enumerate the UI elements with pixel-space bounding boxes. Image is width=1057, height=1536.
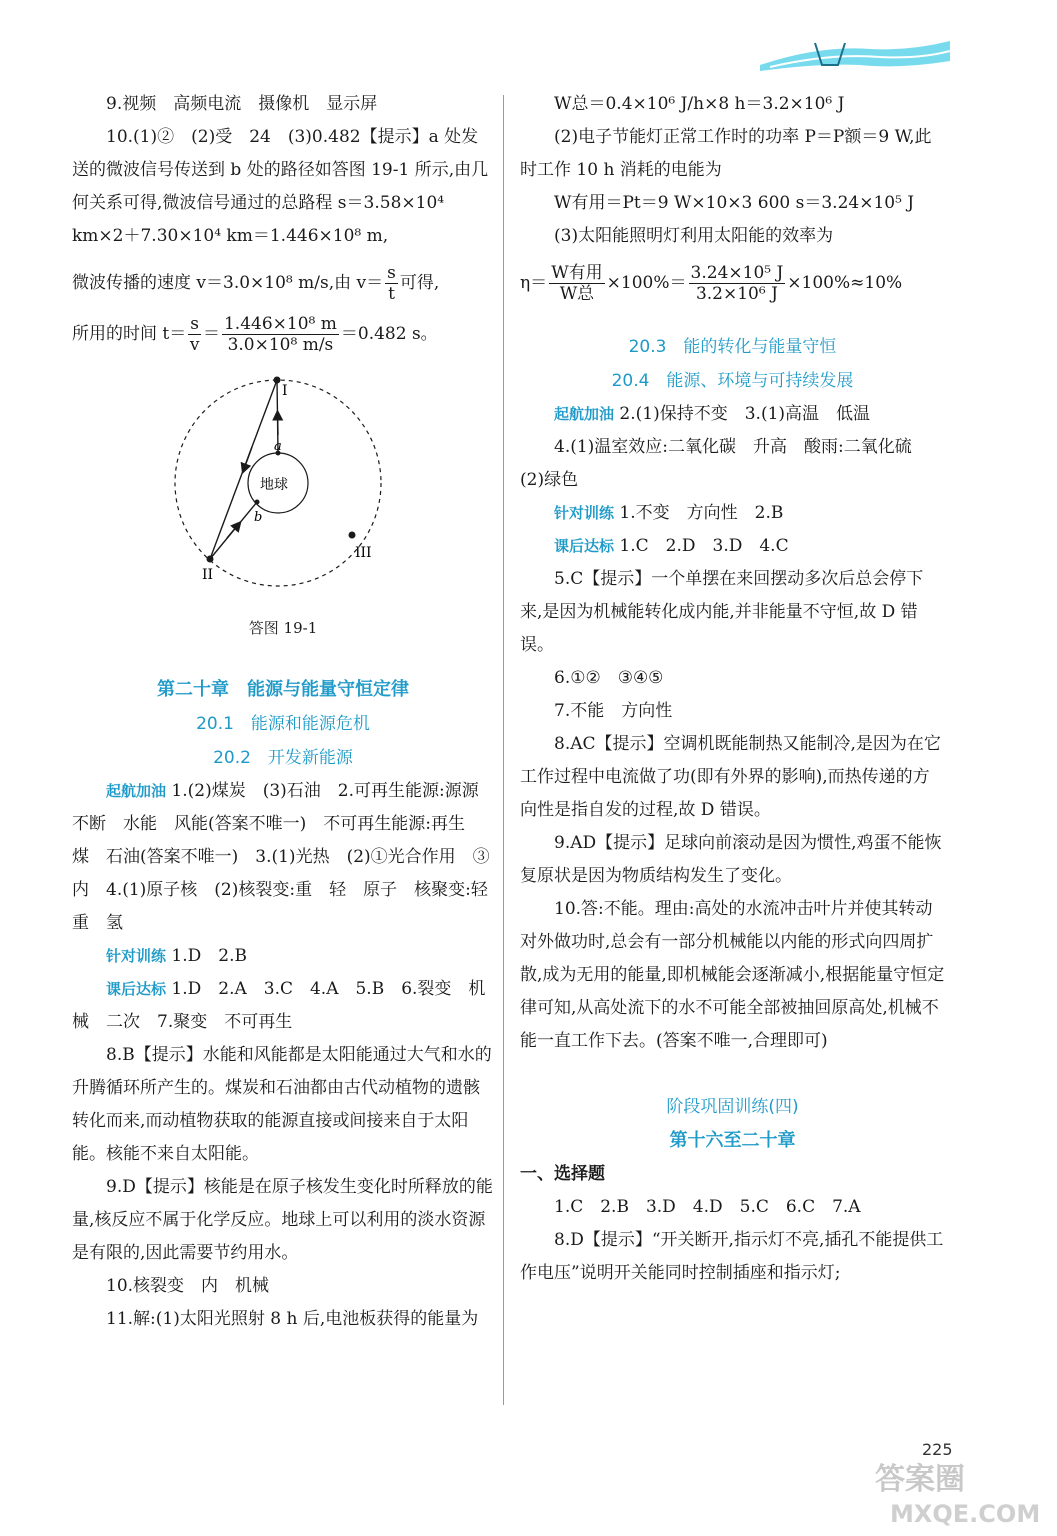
fraction-energy-values: $\frac{\text{3.24×10⁵ J}}{\text{3.2×10⁶ J}}$ xyxy=(690,263,784,304)
left-column xyxy=(72,88,505,1336)
fraction-w-useful-over-w-total: $\frac{\text{W有用}}{\text{W总}}$ xyxy=(551,263,603,304)
answer-4-right: 4.(1)温室效应:二氧化碳 升高 酸雨:二氧化硫 (2)绿色 xyxy=(520,437,929,490)
section-20-1: 20.1 能源和能源危机 xyxy=(196,714,370,734)
watermark-url: MXQE.COM xyxy=(890,1500,1041,1528)
section-20-3: 20.3 能的转化与能量守恒 xyxy=(628,337,837,357)
path-I-to-II-arrow xyxy=(244,447,252,469)
qihang-jiayou-left: 起航加油 1.(2)煤炭 (3)石油 2.可再生能源:源源不断 水能 风能(答案不唯一) 不可再生能源:再生 煤 石油(答案不唯一) 3.(1)光热 (2)①光合作用 ③内 4.(1)原子核 (2)核裂变:重 轻 原子 核聚变:轻 重 氢 xyxy=(72,781,505,933)
fraction-s-over-v: $\frac{s}{v}$ xyxy=(189,314,200,355)
answer-8b-right: 8.D【提示】“开关断开,指示灯不亮,插孔不能提供工作电压”说明开关能同时控制插座和指示灯; xyxy=(520,1230,944,1283)
section-20-2: 20.2 开发新能源 xyxy=(213,748,353,768)
stage-title: 阶段巩固训练(四) xyxy=(666,1097,799,1117)
answer-11-left: 11.解:(1)太阳光照射 8 h 后,电池板获得的能量为 xyxy=(106,1309,479,1329)
section-20-4: 20.4 能源、环境与可持续发展 xyxy=(611,371,854,391)
answer-9: 9.视频 高频电流 摄像机 显示屏 xyxy=(106,94,378,114)
part-3: (3)太阳能照明灯利用太阳能的效率为 xyxy=(554,226,834,246)
zhendui-xunlian-right: 针对训练 1.不变 方向性 2.B xyxy=(554,503,784,523)
stage-subtitle: 第十六至二十章 xyxy=(669,1130,796,1151)
column-divider xyxy=(503,95,504,1405)
answer-6-right: 6.①② ③④⑤ xyxy=(554,668,664,688)
satellite-III xyxy=(349,532,356,539)
chapter-title: 第二十章 能源与能量守恒定律 xyxy=(157,679,409,700)
part-2: (2)电子节能灯正常工作时的功率 P＝P额＝9 W,此时工作 10 h 消耗的电能为 xyxy=(520,127,932,180)
w-total: W总＝0.4×10⁶ J/h×8 h＝3.2×10⁶ J xyxy=(554,94,845,114)
page-number: 225 xyxy=(922,1440,953,1459)
right-column xyxy=(520,88,945,1290)
label-III: III xyxy=(355,545,372,561)
fraction-s-over-t: $\frac{s}{t}$ xyxy=(387,263,396,304)
time-formula: 所用的时间 t＝ $\frac{s}{v}$ ＝ $\frac{\text{1.446×10⁸ m}}{\text{3.0×10⁸ m/s}}$ ＝0.482 s。 xyxy=(72,314,438,355)
kehou-dabiao-right: 课后达标 1.C 2.D 3.D 4.C xyxy=(554,536,789,556)
kehou-dabiao-left: 课后达标 1.D 2.A 3.C 4.A 5.B 6.裂变 机械 二次 7.聚变 不可再生 xyxy=(72,979,486,1032)
answer-9-right: 9.AD【提示】足球向前滚动是因为惯性,鸡蛋不能恢复原状是因为物质结构发生了变化。 xyxy=(520,833,942,886)
answer-8-right: 8.AC【提示】空调机既能制热又能制冷,是因为在它工作过程中电流做了功(即有外界的影响),而热传递的方向性是指自发的过程,故 D 错误。 xyxy=(520,734,941,820)
w-useful: W有用＝Pt＝9 W×10×3 600 s＝3.24×10⁵ J xyxy=(554,193,915,213)
path-II-to-b-arrow xyxy=(227,525,238,538)
fraction-distance-over-speed: $\frac{\text{1.446×10⁸ m}}{\text{3.0×10⁸ m/s}}$ xyxy=(223,314,337,355)
answer-7-right: 7.不能 方向性 xyxy=(554,701,673,721)
answer-10-right: 10.答:不能。理由:高处的水流冲击叶片并使其转动对外做功时,总会有一部分机械能以内能的形式向四周扩散,成为无用的能量,即机械能会逐渐减小,根据能量守恒定律可知,从高处流下的水不可能全部被抽回原高处,机械不能一直工作下去。(答案不唯一,合理即可) xyxy=(520,899,945,1051)
selection-answers: 1.C 2.B 3.D 4.D 5.C 6.C 7.A xyxy=(554,1197,861,1217)
watermark-logo: 答案圈 xyxy=(875,1462,965,1497)
satellite-figure xyxy=(72,365,494,615)
efficiency-formula: η＝ $\frac{\text{W有用}}{\text{W总}}$ ×100%＝ $\frac{\text{3.24×10⁵ J}}{\text{3.2×10⁶ J}}$ ×100%≈10% xyxy=(520,263,903,304)
label-a: a xyxy=(274,439,282,454)
label-II: II xyxy=(202,567,214,583)
satellite-diagram xyxy=(72,365,494,615)
qihang-jiayou-right: 起航加油 2.(1)保持不变 3.(1)高温 低温 xyxy=(554,404,871,424)
path-I-to-II xyxy=(210,380,277,559)
header-book-icon xyxy=(760,35,950,75)
answer-9b-left: 9.D【提示】核能是在原子核发生变化时所释放的能量,核反应不属于化学反应。地球上可以利用的淡水资源是有限的,因此需要节约用水。 xyxy=(72,1177,493,1263)
zhendui-xunlian-left: 针对训练 1.D 2.B xyxy=(106,946,247,966)
answer-10b-left: 10.核裂变 内 机械 xyxy=(106,1276,270,1296)
label-b: b xyxy=(254,510,263,525)
answer-10: 10.(1)② (2)受 24 (3)0.482【提示】a 处发送的微波信号传送到 b 处的路径如答图 19-1 所示,由几何关系可得,微波信号通过的总路程 s＝3.58×10⁴ km×2＋7.30×10⁴ km＝1.446×10⁸ m, xyxy=(72,127,489,246)
answer-5-right: 5.C【提示】一个单摆在来回摆动多次后总会停下来,是因为机械能转化成内能,并非能量不守恒,故 D 错误。 xyxy=(520,569,924,655)
figure-caption: 答图 19-1 xyxy=(248,619,318,637)
label-I: I xyxy=(282,383,288,399)
speed-formula: 微波传播的速度 v＝3.0×10⁸ m/s,由 v＝ $\frac{s}{t}$ 可得, xyxy=(72,263,440,304)
answer-8-left: 8.B【提示】水能和风能都是太阳能通过大气和水的升腾循环所产生的。煤炭和石油都由古代动植物的遗骸转化而来,而动植物获取的能源直接或间接来自于太阳能。核能不来自太阳能。 xyxy=(72,1045,492,1164)
label-earth: 地球 xyxy=(260,477,288,493)
selection-heading: 一、选择题 xyxy=(520,1164,605,1184)
